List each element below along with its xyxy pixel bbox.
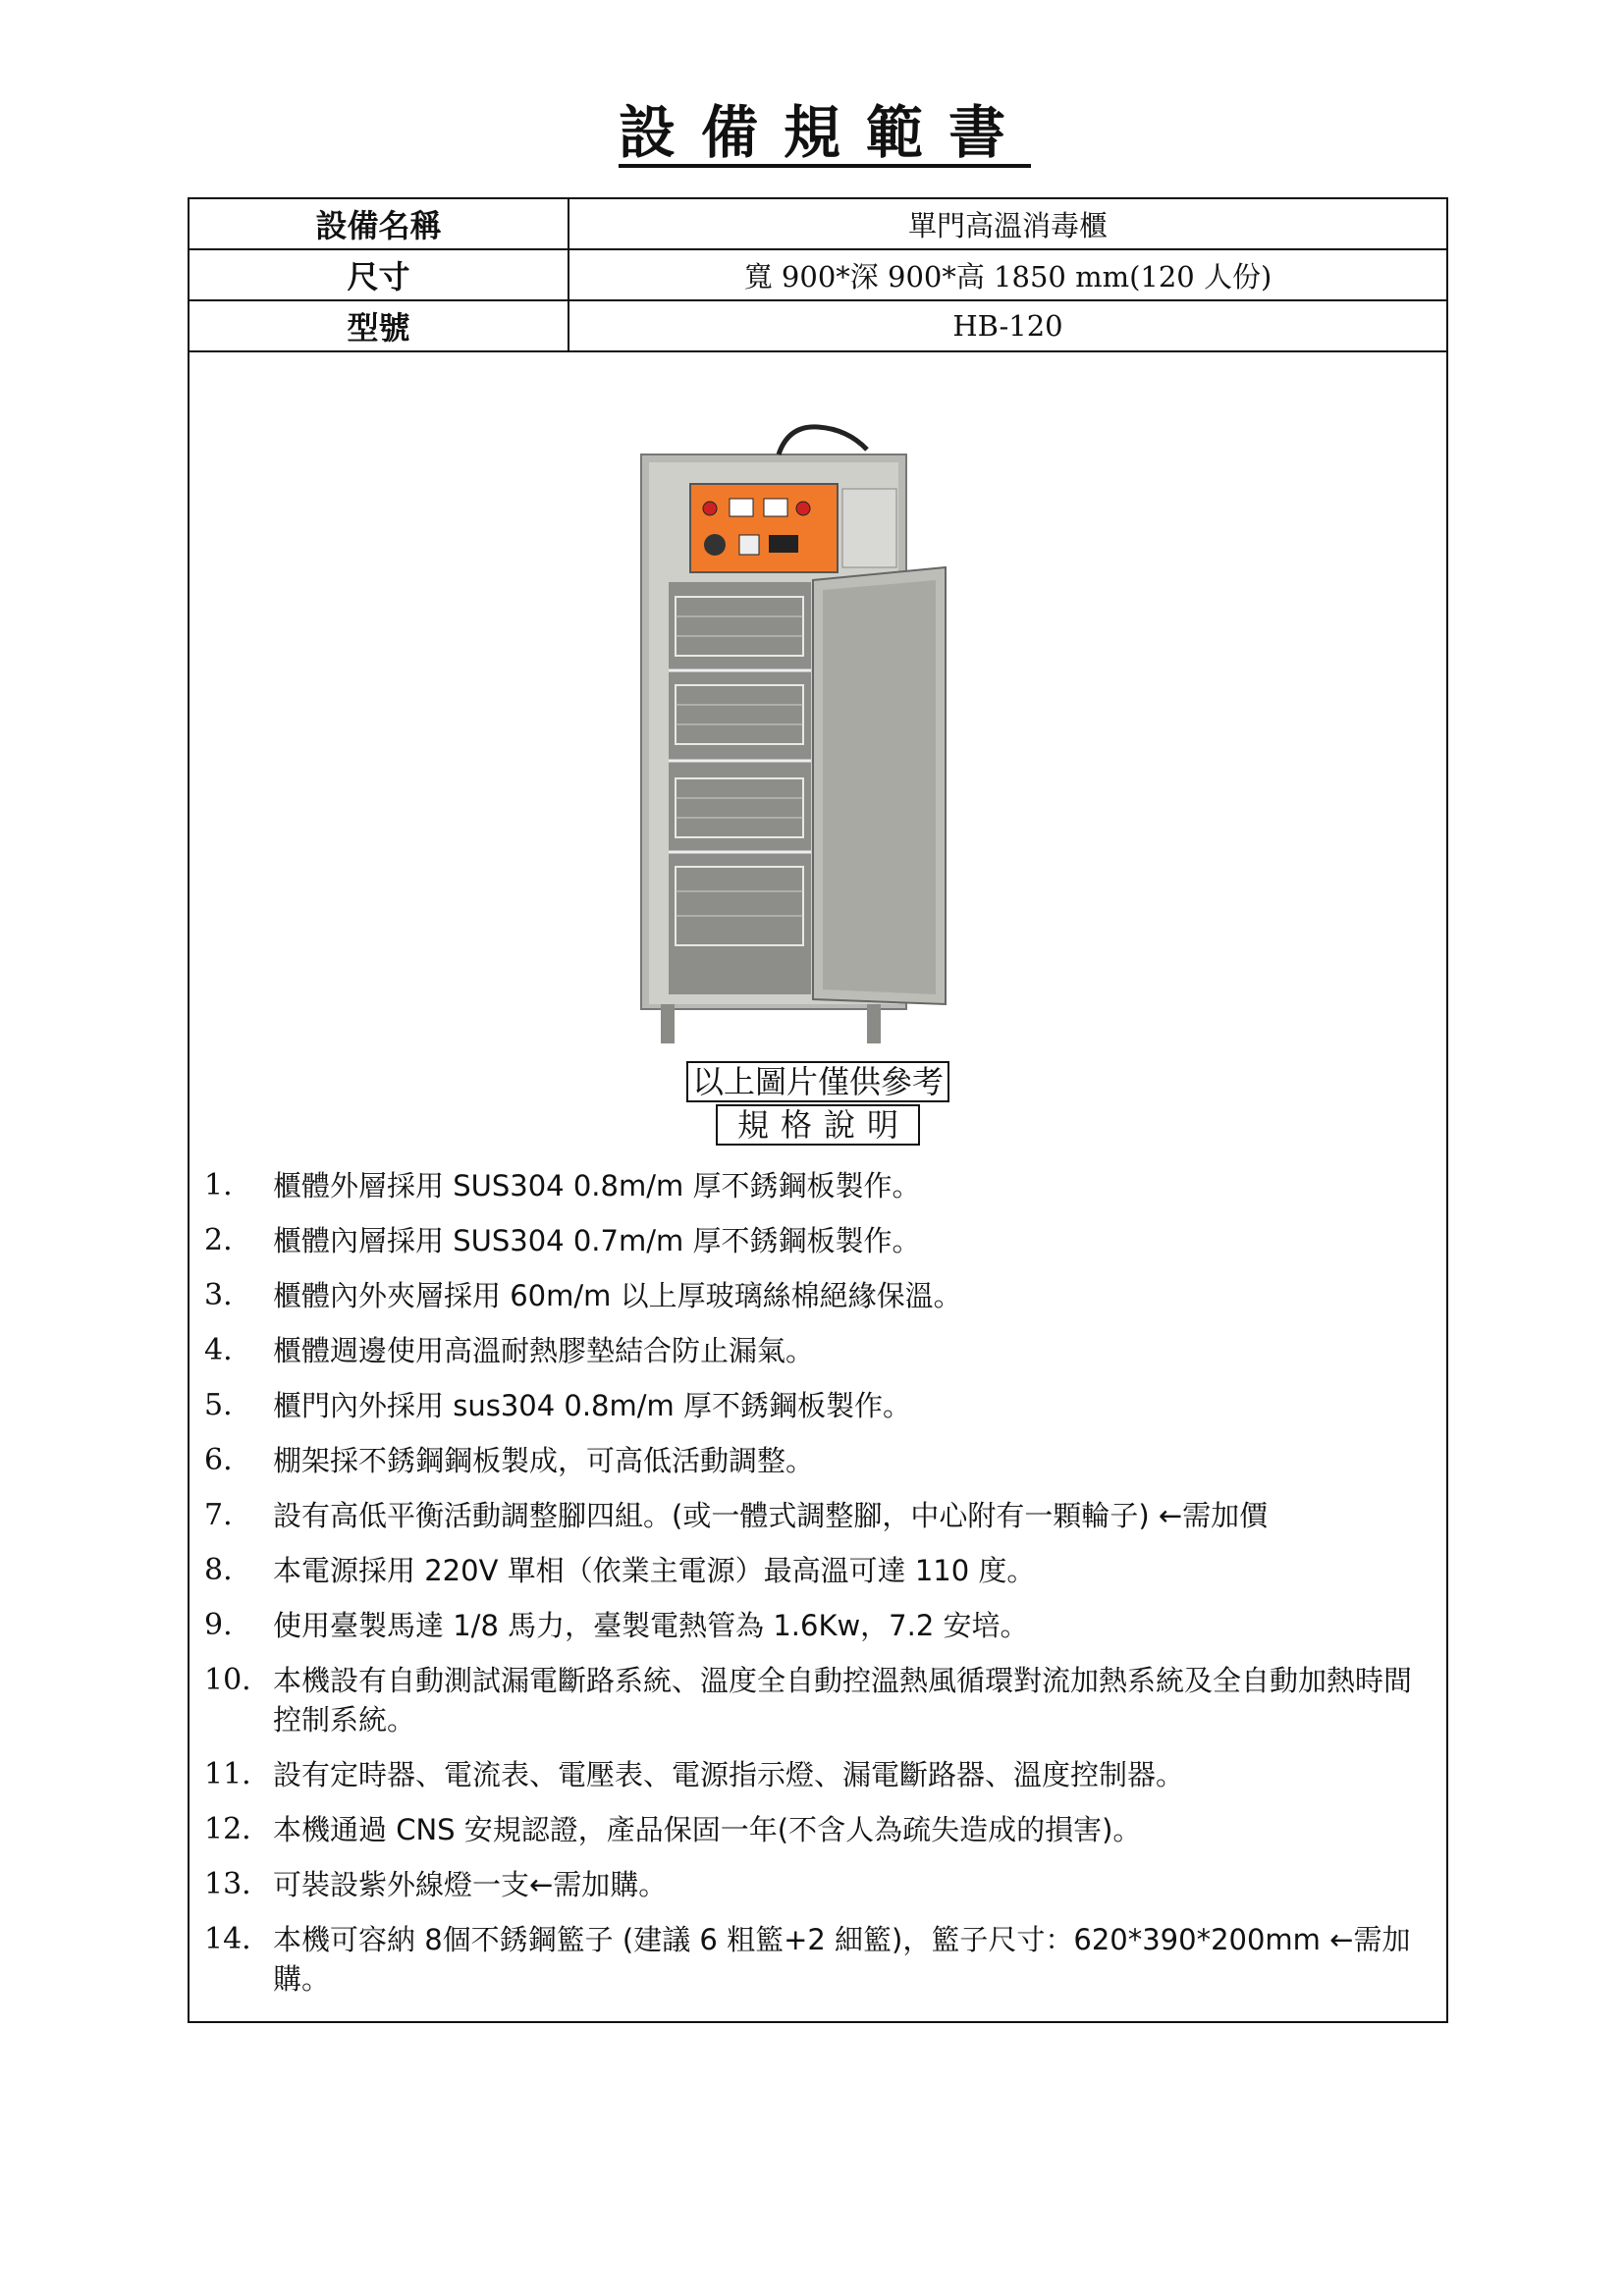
list-item: 7. 設有高低平衡活動調整腳四組。(或一體式調整腳，中心附有一顆輪子) ←需加價 [204, 1498, 1269, 1532]
list-item: 8. 本電源採用 220V 單相（依業主電源）最高溫可達 110 度。 [204, 1553, 1036, 1587]
list-item: 3. 櫃體內外夾層採用 60m/m 以上厚玻璃絲棉絕緣保溫。 [204, 1278, 962, 1312]
list-item: 11. 設有定時器、電流表、電壓表、電源指示燈、漏電斷路器、溫度控制器。 [204, 1757, 1185, 1791]
cabinet-photo [622, 415, 1103, 1053]
spec-frame [188, 197, 1448, 2023]
spec-label: 尺寸 [189, 250, 569, 299]
list-item: 4. 櫃體週邊使用高溫耐熱膠墊結合防止漏氣。 [204, 1333, 815, 1367]
spec-value: HB-120 [952, 309, 1063, 343]
image-note: 以上圖片僅供參考 [189, 1061, 1446, 1102]
spec-list [204, 1166, 1432, 2014]
list-item: 10. 本機設有自動測試漏電斷路系統、溫度全自動控溫熱風循環對流加熱系統及全自動加熱時間控制系統。 [204, 1663, 1413, 1736]
spec-row-size [189, 250, 1446, 301]
list-item: 12. 本機通過 CNS 安規認證，產品保固一年(不含人為疏失造成的損害)。 [204, 1812, 1142, 1846]
spec-row-name [189, 199, 1446, 250]
list-item: 6. 棚架採不銹鋼鋼板製成，可高低活動調整。 [204, 1443, 815, 1477]
spec-value: 寬 900*深 900*高 1850 mm(120 人份) [743, 259, 1272, 294]
list-item: 13. 可裝設紫外線燈一支←需加購。 [204, 1867, 668, 1901]
list-item: 1. 櫃體外層採用 SUS304 0.8m/m 厚不銹鋼板製作。 [204, 1168, 921, 1202]
list-item: 5. 櫃門內外採用 sus304 0.8m/m 厚不銹鋼板製作。 [204, 1388, 911, 1422]
list-item: 2. 櫃體內層採用 SUS304 0.7m/m 厚不銹鋼板製作。 [204, 1223, 921, 1257]
list-item: 14. 本機可容納 8個不銹鋼籃子 (建議 6 粗籃+2 細籃)，籃子尺寸：620*390*200mm ←需加購。 [204, 1922, 1411, 1996]
spec-row-model [189, 301, 1446, 352]
list-item: 9. 使用臺製馬達 1/8 馬力，臺製電熱管為 1.6Kw，7.2 安培。 [204, 1608, 1029, 1642]
section-title: 規格說明 [189, 1104, 1446, 1146]
spec-label: 設備名稱 [189, 199, 569, 248]
spec-value: 單門高溫消毒櫃 [907, 208, 1108, 242]
spec-label: 型號 [189, 301, 569, 350]
page-title: 設備規範書 [618, 99, 1031, 166]
